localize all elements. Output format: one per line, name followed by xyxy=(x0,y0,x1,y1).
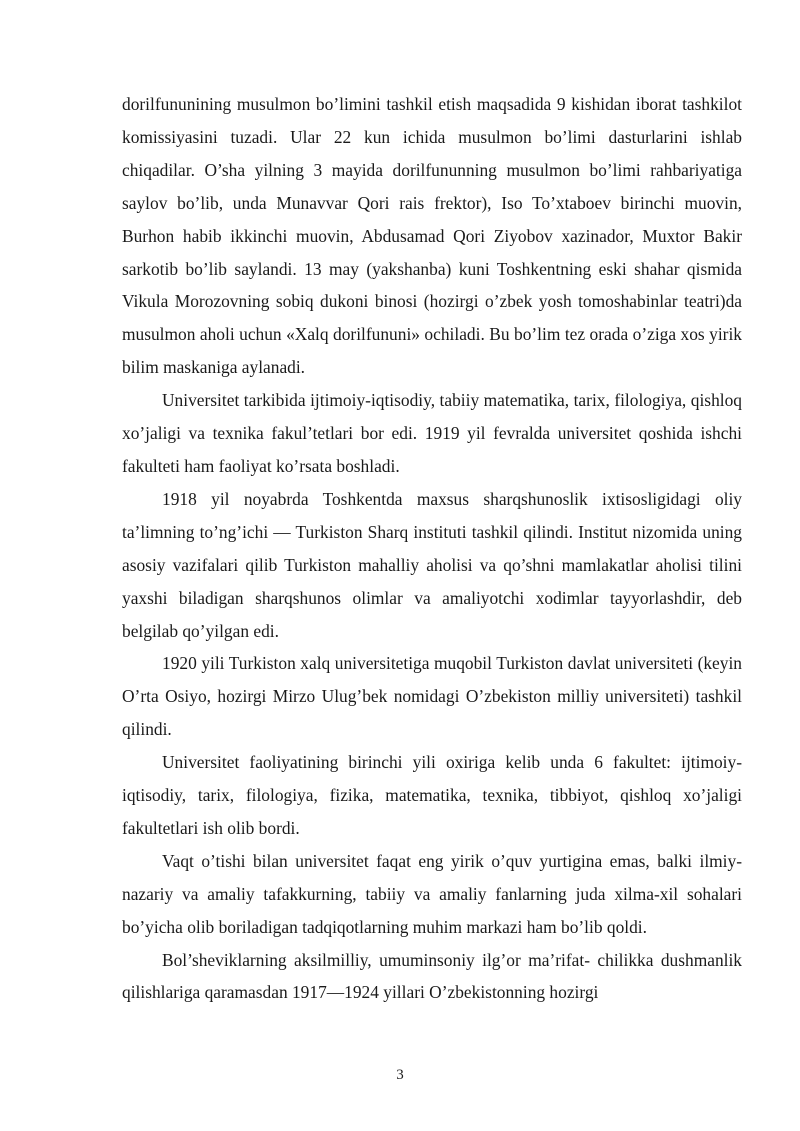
paragraph-1: dorilfununining musulmon bo’limini tashkil etish maqsadida 9 kishidan iborat tashkilot komissiyasini tuzadi. Ular 22 kun ichida musulmon bo’limi dasturlarini ishlab chiqadilar. O’sha yilning 3 mayida dorilfununning musulmon bo’limi rahbariyatiga saylov bo’lib, unda Munavvar Qori rais frektor), Iso To’xtaboev birinchi muovin, Burhon habib ikkinchi muovin, Abdusamad Qori Ziyobov xazinador, Muxtor Bakir sarkotib bo’lib saylandi. 13 may (yakshanba) kuni Toshkentning eski shahar qismida Vikula Morozovning sobiq dukoni binosi (hozirgi o’zbek yosh tomoshabinlar teatri)da musulmon aholi uchun «Xalq dorilfununi» ochiladi. Bu bo’lim tez orada o’ziga xos yirik bilim maskaniga aylanadi. xyxy=(122,94,742,378)
paragraph-5: Universitet faoliyatining birinchi yili oxiriga kelib unda 6 fakultet: ijtimoiy-iqtisodiy, tarix, filologiya, fizika, matematika, texnika, tibbiyot, qishloq xo’jaligi fakultetlari ish olib bordi. xyxy=(122,752,742,838)
paragraph-6: Vaqt o’tishi bilan universitet faqat eng yirik o’quv yurtigina emas, balki ilmiy-nazariy va amaliy tafakkurning, tabiiy va amaliy fanlarning juda xilma-xil sohalari bo’yicha olib boriladigan tadqiqotlarning muhim markazi ham bo’lib qoldi. xyxy=(122,850,742,937)
paragraph-3: 1918 yil noyabrda Toshkentda maxsus sharqshunoslik ixtisosligidagi oliy ta’limning to’ng’ichi — Turkiston Sharq instituti tashkil qilindi. Institut nizomida uning asosiy vazifalari qilib Turkiston mahalliy aholisi va qo’shni mamlakatlar aholisi tilini yaxshi biladigan sharqshunos olimlar va amaliyotchi xodimlar tayyorlashdir, deb belgilab qo’yilgan edi. xyxy=(122,488,742,641)
paragraph-7: Bol’sheviklarning aksilmilliy, umuminsoniy ilg’or ma’rifat- chilikka dushmanlik qilishlariga qaramasdan 1917—1924 yillari O’zbekistonning hozirgi xyxy=(122,949,742,1003)
body-text xyxy=(122,88,742,1009)
page-number: 3 xyxy=(396,1067,404,1083)
paragraph-4: 1920 yili Turkiston xalq universitetiga muqobil Turkiston davlat universiteti (keyin O’rta Osiyo, hozirgi Mirzo Ulug’bek nomidagi O’zbekiston milliy universiteti) tashkil qilindi. xyxy=(122,653,742,740)
paragraph-2: Universitet tarkibida ijtimoiy-iqtisodiy, tabiiy matematika, tarix, filologiya, qishloq xo’jaligi va texnika fakul’tetlari bor edi. 1919 yil fevralda universitet qoshida ishchi fakulteti ham faoliyat ko’rsata boshladi. xyxy=(122,390,742,476)
